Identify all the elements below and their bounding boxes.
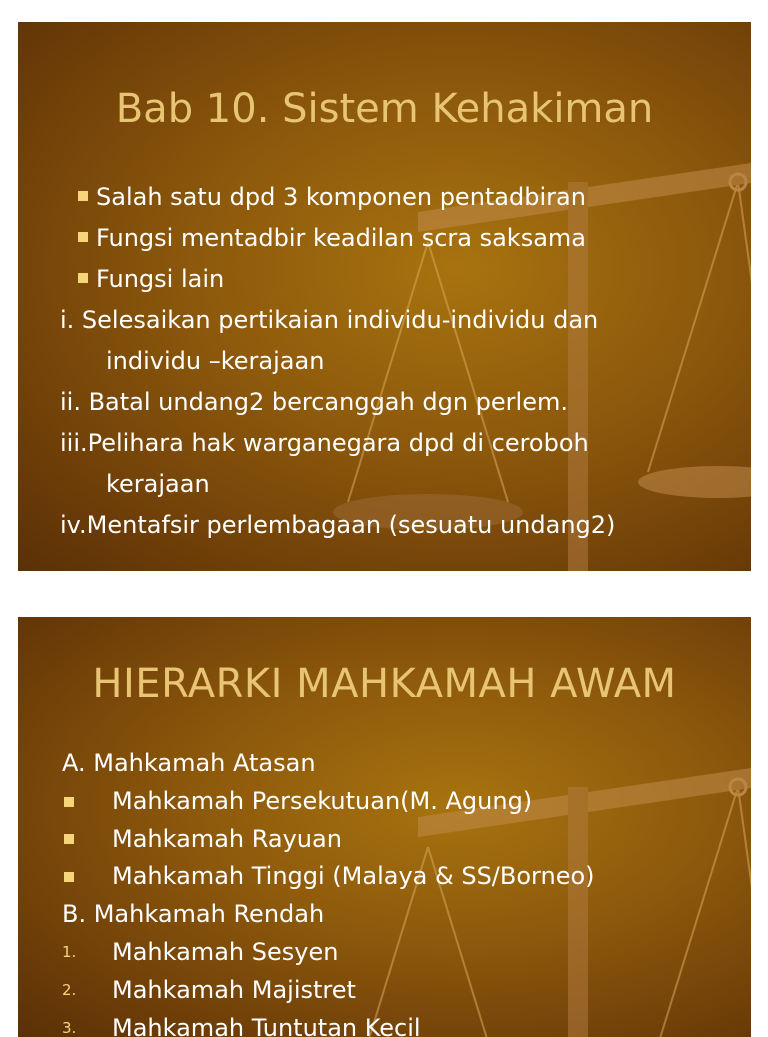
slide-title: HIERARKI MAHKAMAH AWAM <box>92 661 677 707</box>
square-bullet-icon <box>78 191 88 201</box>
square-bullet-icon <box>78 232 88 242</box>
list-item: 2. Mahkamah Majistret <box>62 975 356 1004</box>
slide-body <box>60 177 738 546</box>
list-item: Salah satu dpd 3 komponen pentadbiran <box>78 177 738 218</box>
slide-title: Bab 10. Sistem Kehakiman <box>115 86 654 132</box>
square-bullet-icon <box>64 834 74 844</box>
slide-body <box>62 745 742 1037</box>
square-bullet-icon <box>78 273 88 283</box>
list-item: Mahkamah Tinggi (Malaya & SS/Borneo) <box>62 858 742 896</box>
list-item: ii. Batal undang2 bercanggah dgn perlem. <box>60 388 568 416</box>
list-item: Fungsi mentadbir keadilan scra saksama <box>78 218 738 259</box>
list-item-continuation: kerajaan <box>106 470 210 498</box>
square-bullet-icon <box>64 797 74 807</box>
list-item: 3. Mahkamah Tuntutan Kecil <box>62 1013 421 1037</box>
list-item-continuation: individu –kerajaan <box>106 347 325 375</box>
list-item: Mahkamah Persekutuan(M. Agung) <box>62 783 742 821</box>
slide-hierarki-mahkamah <box>18 617 751 1037</box>
section-heading: A. Mahkamah Atasan <box>62 749 316 777</box>
list-item: Mahkamah Rayuan <box>62 821 742 859</box>
square-bullet-icon <box>64 872 74 882</box>
list-item: 1. Mahkamah Sesyen <box>62 937 339 966</box>
slide-sistem-kehakiman <box>18 22 751 571</box>
list-item: iv.Mentafsir perlembagaan (sesuatu undang2) <box>60 511 616 539</box>
list-item: i. Selesaikan pertikaian individu-individu dan <box>60 306 599 334</box>
list-item: Fungsi lain <box>78 259 738 300</box>
section-heading: B. Mahkamah Rendah <box>62 900 325 929</box>
list-item: iii.Pelihara hak warganegara dpd di ceroboh <box>60 429 589 457</box>
